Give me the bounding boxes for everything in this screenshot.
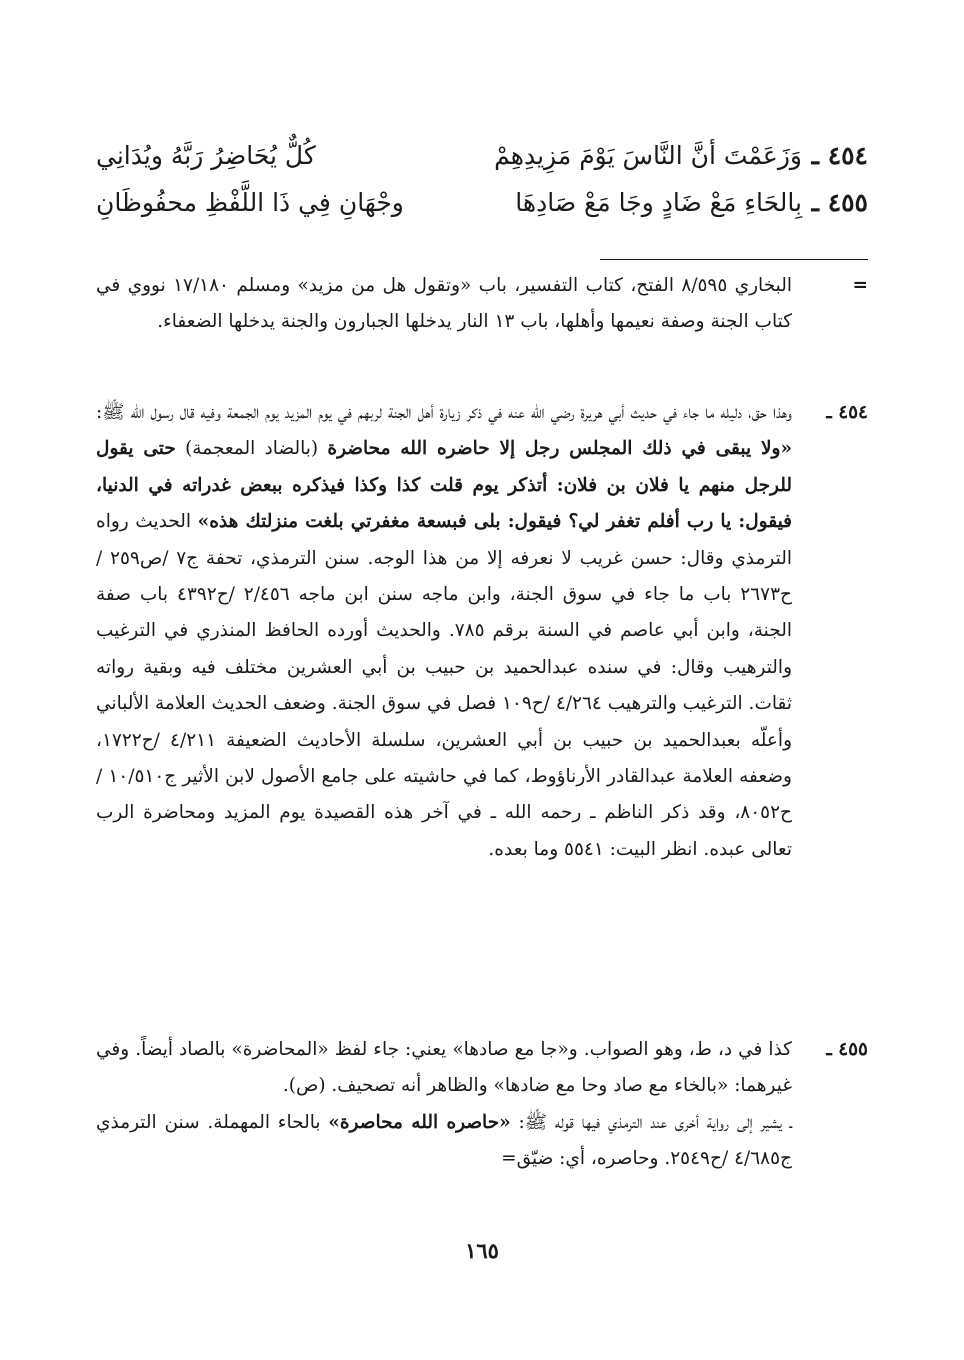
- footnote-mark: ٤٥٤ ـ: [826, 402, 868, 423]
- footnote-454: [96, 395, 868, 868]
- footnote-text: [96, 268, 792, 341]
- footnote-text-run: وهذا حق، دليله ما جاء في حديث أبي هريرة رضي الله عنه في ذكر زيارة أهل الجنة لربهم في يوم المزيد يوم الجمعة وفيه قال رسول الله ﷺ:: [96, 402, 792, 423]
- footnote-text: [96, 395, 792, 868]
- hadith-quote: حتى يقول للرجل منهم يا فلان بن فلان: أتذكر يوم قلت كذا وكذا فيذكره ببعض غدراته في الدنيا، فيقول: يا رب أفلم تغفر لي؟ فيقول: بلى فبسعة مغفرتي بلغت منزلتك هذه»: [96, 438, 792, 533]
- hadith-quote: «حاصره الله محاصرة»: [328, 1111, 511, 1133]
- verse-first-hemistich: وَزَعَمْتَ أنَّ النَّاسَ يَوْمَ مَزِيدِهِمْ: [494, 140, 802, 170]
- footnote-paragraph: [96, 1105, 792, 1178]
- footnote-separator: [600, 259, 868, 260]
- footnote-text-run: ـ يشير إلى رواية أخرى عند الترمذي فيها قوله ﷺ:: [510, 1111, 792, 1133]
- verse-second-hemistich: كُلٌّ يُحَاضِرُ رَبَّهُ ويُدَانِي: [96, 140, 316, 170]
- footnote-text-run: الحديث رواه الترمذي وقال: حسن غريب لا نعرفه إلا من هذا الوجه. سنن الترمذي، تحفة ج٧ /ص٢٥٩ /ح٢٦٧٣ باب ما جاء في سوق الجنة، وابن ماجه سنن ابن ماجه ٢/٤٥٦ /ح٤٣٩٢ باب صفة الجنة، وابن أبي عاصم في السنة برقم ٧٨٥. والحديث أورده الحافظ المنذري في الترغيب والترهيب وقال: في سنده عبدالحميد بن حبيب بن أبي العشرين مختلف فيه وبقية رواته ثقات. الترغيب والترهيب ٤/٢٦٤ /ح١٠٩ فصل في سوق الجنة. وضعف الحديث العلامة الألباني وأعلّه بعبدالحميد بن حبيب بن أبي العشرين، سلسلة الأحاديث الضعيفة ٤/٢١١ /ح١٧٢٢، وضعفه العلامة عبدالقادر الأرناؤوط، كما في حاشيته على جامع الأصول لابن الأثير ج١٠/٥١٠ /ح٨٠٥٢، وقد ذكر الناظم ـ رحمه الله ـ في آخر هذه القصيدة يوم المزيد ومحاضرة الرب تعالى عبده. انظر البيت: ٥٥٤١ وما بعده.: [96, 511, 792, 860]
- footnote-text-run: بالحاء المهملة. سنن الترمذي ج٤/٦٨٥ /ح٢٥٤٩. وحاصره، أي: ضيّق=: [96, 1111, 792, 1170]
- footnote-mark: ٤٥٥ ـ: [826, 1039, 868, 1060]
- footnote-mark: =: [852, 275, 868, 296]
- footnote-455: [96, 1032, 868, 1178]
- footnote-paragraph: [96, 395, 792, 868]
- verse-first-hemistich: بِالحَاءِ مَعْ ضَادٍ وجَا مَعْ صَادِهَا: [515, 187, 802, 217]
- verse-second-hemistich: وجْهَانِ فِي ذَا اللَّفْظِ محفُوظَانِ: [96, 187, 404, 217]
- verse-455: [96, 182, 868, 222]
- verse-454: [96, 135, 868, 175]
- verse-number: ٤٥٤ ـ: [811, 140, 868, 170]
- page-number: ١٦٥: [465, 1238, 499, 1263]
- footnote-continuation: [96, 268, 868, 341]
- footnote-paragraph: البخاري ٨/٥٩٥ الفتح، كتاب التفسير، باب «وتقول هل من مزيد» ومسلم ١٧/١٨٠ نووي في كتاب الجنة وصفة نعيمها وأهلها، باب ١٣ النار يدخلها الجبارون والجنة يدخلها الضعفاء.: [96, 275, 792, 333]
- footnote-paragraph: كذا في د، ط، وهو الصواب. و«جا مع صادها» يعني: جاء لفظ «المحاضرة» بالصاد أيضاً. وفي غيرهما: «بالخاء مع صاد وحا مع ضادها» والظاهر أنه تصحيف. (ص).: [96, 1039, 792, 1097]
- footnote-text: [96, 1032, 792, 1178]
- footnote-text-run: (بالضاد المعجمة): [175, 438, 328, 460]
- verse-number: ٤٥٥ ـ: [811, 187, 868, 217]
- hadith-quote: «ولا يبقى في ذلك المجلس رجل إلا حاضره الله محاضرة: [327, 438, 793, 460]
